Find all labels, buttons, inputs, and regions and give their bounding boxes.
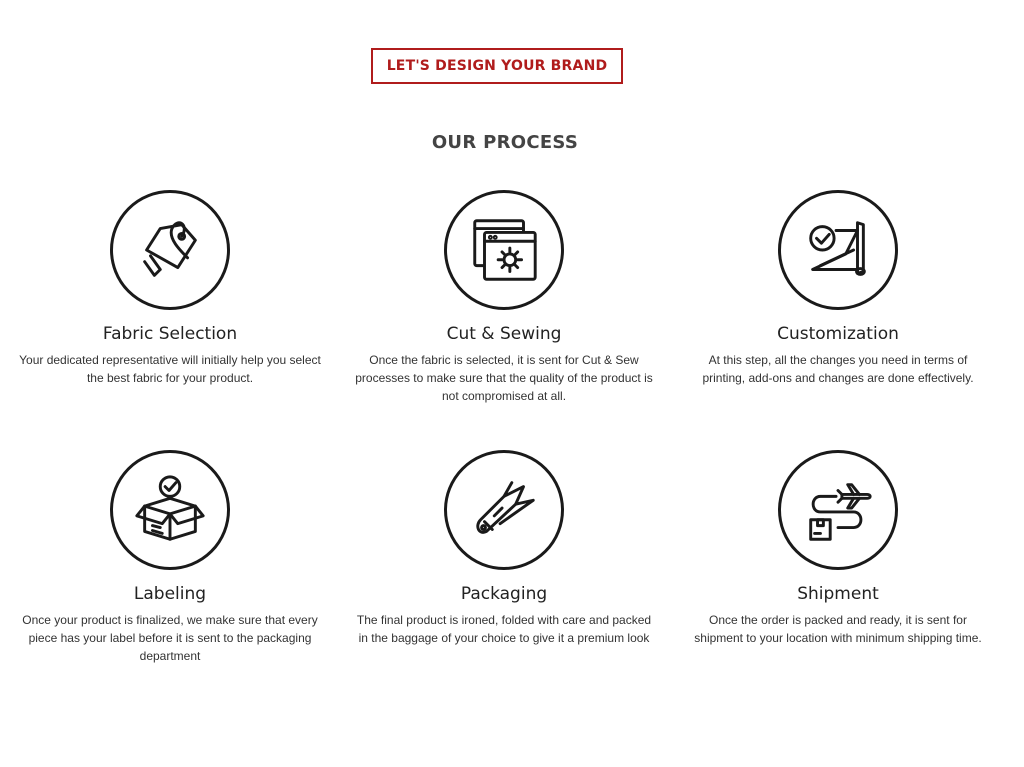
step-title: Fabric Selection xyxy=(102,324,238,344)
step-description: At this step, all the changes you need in terms of printing, add-ons and changes are done effectively. xyxy=(702,353,974,385)
step-description: Once the order is packed and ready, it is sent for shipment to your location with minimum shipping time. xyxy=(694,613,982,645)
scissors-icon xyxy=(444,450,564,570)
step-description: Once the fabric is selected, it is sent for Cut & Sew processes to make sure that the quality of the product is not compromised at all. xyxy=(355,353,653,403)
design-brand-button[interactable]: LET'S DESIGN YOUR BRAND xyxy=(371,48,623,84)
section-title: OUR PROCESS xyxy=(431,132,579,153)
top-cropped-text xyxy=(0,0,300,6)
step-title: Labeling xyxy=(133,584,207,604)
step-description: Once your product is finalized, we make sure that every piece has your label before it is sent to the packaging department xyxy=(22,613,318,663)
process-step-labeling xyxy=(10,450,330,665)
process-step-shipment xyxy=(678,450,998,647)
process-step-fabric-selection xyxy=(10,190,330,387)
process-step-customization xyxy=(678,190,998,387)
fabric-roll-check-icon xyxy=(778,190,898,310)
step-title: Packaging xyxy=(460,584,548,604)
browser-gear-icon xyxy=(444,190,564,310)
step-title: Customization xyxy=(777,324,899,344)
step-description: The final product is ironed, folded with care and packed in the baggage of your choice to give it a premium look xyxy=(356,613,652,645)
step-title: Cut & Sewing xyxy=(446,324,562,344)
process-step-packaging xyxy=(344,450,664,647)
airplane-delivery-icon xyxy=(778,450,898,570)
box-check-icon xyxy=(110,450,230,570)
tag-icon xyxy=(110,190,230,310)
process-step-cut-sewing xyxy=(344,190,664,405)
step-title: Shipment xyxy=(797,584,879,604)
step-description: Your dedicated representative will initially help you select the best fabric for your product. xyxy=(19,353,321,385)
